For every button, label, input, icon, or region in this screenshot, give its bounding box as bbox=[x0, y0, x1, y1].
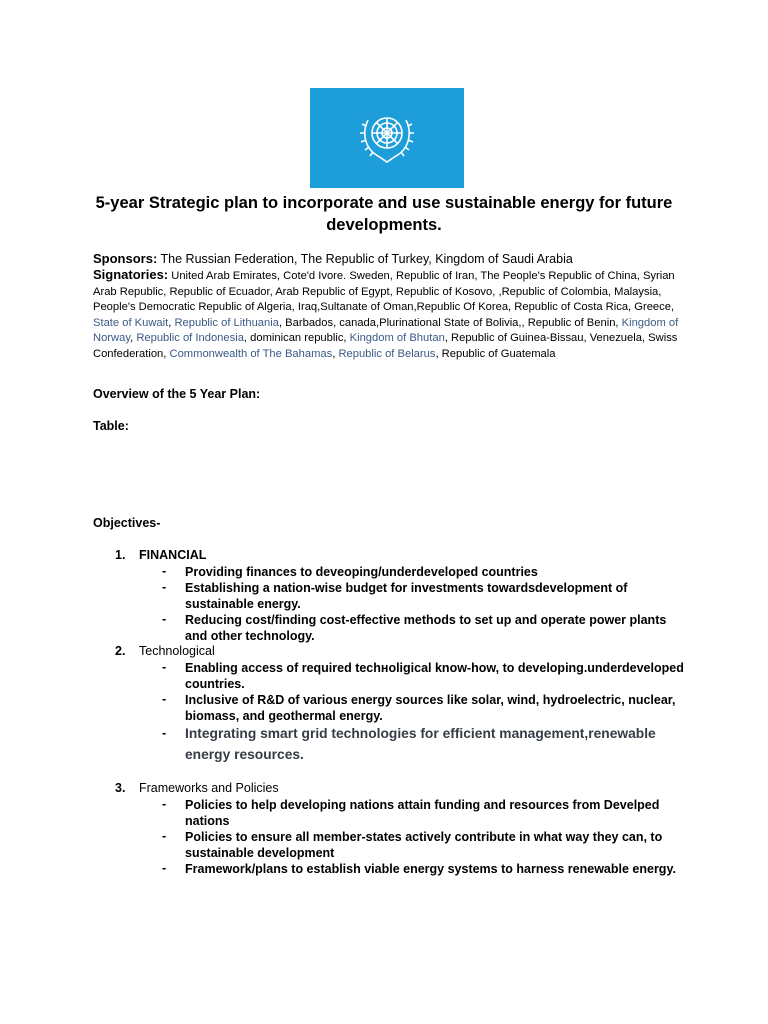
section-number: 1. bbox=[115, 548, 126, 562]
list-item: Policies to help developing nations attain funding and resources from Develped nations bbox=[185, 798, 660, 828]
un-flag bbox=[310, 88, 464, 188]
sponsors-text: The Russian Federation, The Republic of Turkey, Kingdom of Saudi Arabia bbox=[157, 252, 573, 266]
bullet-dash: - bbox=[162, 580, 167, 594]
section-title-frameworks: Frameworks and Policies bbox=[139, 781, 279, 795]
list-item: Inclusive of R&D of various energy sources like solar, wind, hydroelectric, nuclear, biomass, and geothermal energy. bbox=[185, 693, 676, 723]
signatory-text: , Republic of Guatemala bbox=[435, 347, 556, 360]
list-item: Integrating smart grid technologies for efficient management,renewable energy resources. bbox=[185, 726, 656, 762]
section-number: 2. bbox=[115, 644, 126, 658]
signatory-highlighted-name: State of Kuwait bbox=[93, 316, 169, 329]
signatory-text: , dominican republic, bbox=[243, 332, 350, 345]
bullet-dash: - bbox=[162, 829, 167, 843]
signatories-paragraph bbox=[93, 267, 693, 363]
list-item: Policies to ensure all member-states actively contribute in what way they can, to sustainable development bbox=[185, 830, 663, 860]
signatory-text: , bbox=[130, 332, 137, 345]
list-item: Providing finances to deveoping/underdeveloped countries bbox=[185, 565, 538, 579]
bullet-dash: - bbox=[162, 692, 167, 706]
bullet-dash: - bbox=[162, 660, 167, 674]
sponsors-line bbox=[93, 251, 683, 267]
signatory-highlighted-name: Kingdom of Norway bbox=[93, 316, 679, 345]
section-title-financial: FINANCIAL bbox=[139, 548, 207, 562]
bullet-dash: - bbox=[162, 861, 167, 875]
signatory-text: United Arab Emirates, Cote'd Ivore. Sweden, Republic of Iran, The People's Republic of China, Syrian Arab Republic, Republic of Ecuador, Arab Republic of Egypt, Republic of Kosovo, ,Republic of Colombia, Malaysia, People's Democratic Republic of Algeria, Iraq,Sultanate of Oman,Republic Of Korea, Republic of Costa Rica, Greece, bbox=[93, 270, 675, 314]
section-number: 3. bbox=[115, 781, 126, 795]
overview-heading: Overview of the 5 Year Plan: bbox=[93, 387, 261, 401]
list-item: Framework/plans to establish viable energy systems to harness renewable energy. bbox=[185, 862, 676, 876]
bullet-dash: - bbox=[162, 797, 167, 811]
document-title: 5-year Strategic plan to incorporate and use sustainable energy for future developments. bbox=[95, 194, 673, 234]
un-emblem-icon bbox=[356, 106, 418, 168]
section-title-technological: Technological bbox=[139, 644, 215, 658]
table-heading: Table: bbox=[93, 419, 129, 433]
signatory-highlighted-name: Kingdom of Bhutan bbox=[349, 332, 445, 345]
signatory-text: , bbox=[332, 347, 339, 360]
sponsors-label: Sponsors: bbox=[93, 251, 158, 266]
list-item: Reducing cost/finding cost-effective methods to set up and operate power plants and other technology. bbox=[185, 613, 667, 643]
signatory-highlighted-name: Republic of Lithuania bbox=[174, 316, 279, 329]
signatories-list bbox=[93, 270, 678, 360]
bullet-dash: - bbox=[162, 726, 167, 740]
signatory-text: , Barbados, canada,Plurinational State of Bolivia,, Republic of Benin, bbox=[278, 316, 622, 329]
bullet-dash: - bbox=[162, 612, 167, 626]
signatory-text: , Republic of Guinea-Bissau, Venezuela, Swiss Confederation, bbox=[93, 332, 678, 360]
objectives-heading: Objectives- bbox=[93, 516, 161, 530]
list-item: Establishing a nation-wise budget for investments towardsdevelopment of sustainable energy. bbox=[185, 581, 628, 611]
signatories-label: Signatories: bbox=[93, 267, 169, 282]
signatory-highlighted-name: Republic of Belarus bbox=[338, 347, 436, 360]
signatory-highlighted-name: Republic of Indonesia bbox=[136, 332, 244, 345]
signatory-text: , bbox=[168, 316, 175, 329]
signatory-highlighted-name: Commonwealth of The Bahamas bbox=[169, 347, 333, 360]
bullet-dash: - bbox=[162, 564, 167, 578]
list-item: Enabling access of required techноligical know-how, to developing.underdeveloped countries. bbox=[185, 661, 684, 691]
